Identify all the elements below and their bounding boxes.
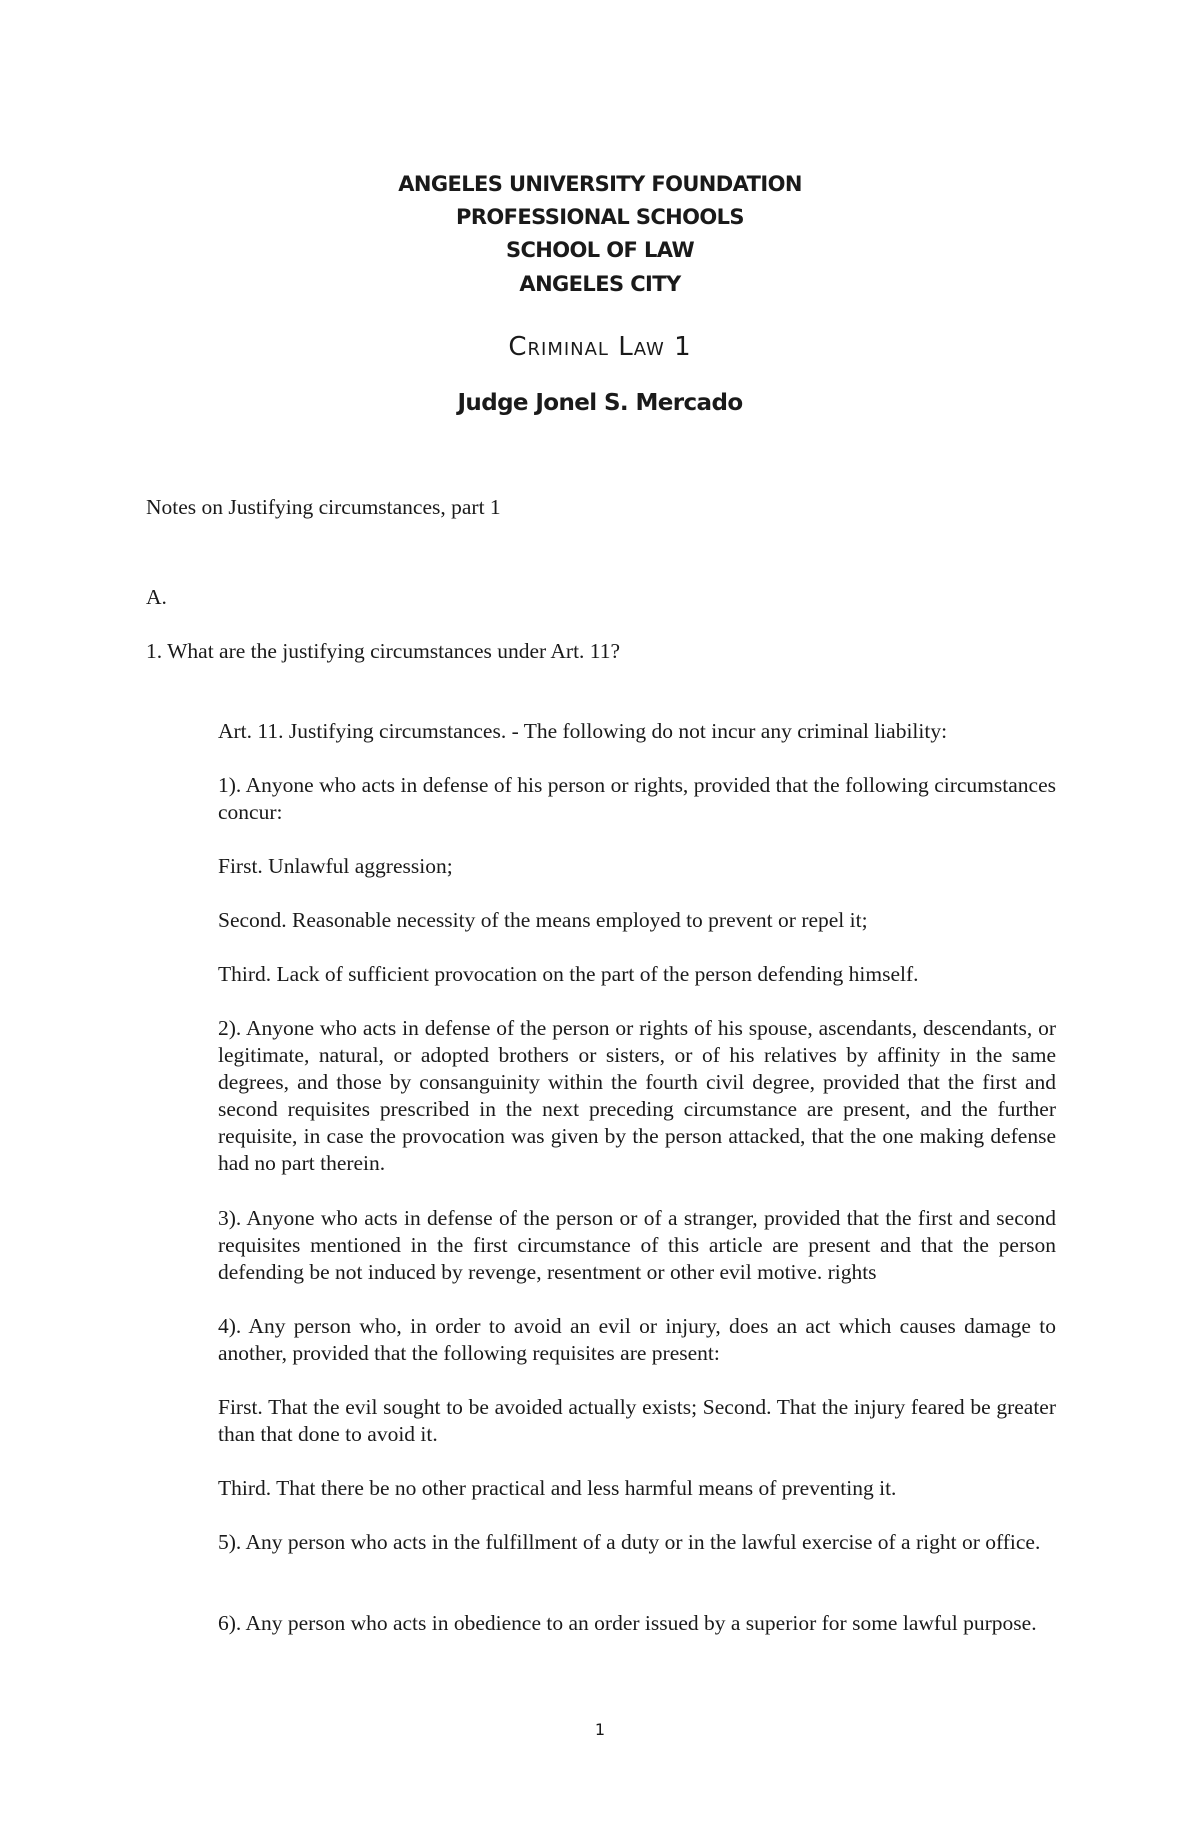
school-name: SCHOOL OF LAW	[505, 238, 695, 262]
paragraph-1-second: Second. Reasonable necessity of the means employed to prevent or repel it;	[218, 908, 868, 932]
paragraph-1-third: Third. Lack of sufficient provocation on the part of the person defending himself.	[218, 962, 919, 986]
article-heading: Art. 11. Justifying circumstances. - The following do not incur any criminal liability:	[218, 719, 948, 743]
institution-name: ANGELES UNIVERSITY FOUNDATION	[398, 172, 802, 196]
paragraph-4-first-second: First. That the evil sought to be avoided actually exists; Second. That the injury feared be greater than that done to avoid it.	[218, 1395, 1056, 1446]
page-number: 1	[594, 1720, 606, 1739]
paragraph-4: 4). Any person who, in order to avoid an evil or injury, does an act which causes damage to another, provided that the following requisites are present:	[218, 1314, 1056, 1365]
paragraph-6: 6). Any person who acts in obedience to an order issued by a superior for some lawful purpose.	[218, 1611, 1037, 1635]
city-name: ANGELES CITY	[519, 272, 681, 296]
division-name: PROFESSIONAL SCHOOLS	[456, 205, 744, 229]
paragraph-5: 5). Any person who acts in the fulfillment of a duty or in the lawful exercise of a right or office.	[218, 1530, 1041, 1554]
section-label: A.	[146, 585, 167, 609]
paragraph-1-first: First. Unlawful aggression;	[218, 854, 453, 878]
paragraph-3: 3). Anyone who acts in defense of the person or of a stranger, provided that the first and second requisites mentioned in the first circumstance of this article are present and that the person defending be not induced by revenge, resentment or other evil motive. rights	[218, 1206, 1056, 1284]
paragraph-1: 1). Anyone who acts in defense of his person or rights, provided that the following circumstances concur:	[218, 773, 1056, 824]
course-title: Criminal Law 1	[508, 332, 692, 362]
paragraph-2: 2). Anyone who acts in defense of the person or rights of his spouse, ascendants, descendants, or legitimate, natural, or adopted brothers or sisters, or of his relatives by affinity in the same degrees, and those by consanguinity within the fourth civil degree, provided that the first and second requisites prescribed in the next preceding circumstance are present, and the further requisite, in case the provocation was given by the person attacked, that the one making defense had no part therein.	[218, 1016, 1056, 1175]
question: 1. What are the justifying circumstances under Art. 11?	[146, 639, 621, 663]
paragraph-4-third: Third. That there be no other practical and less harmful means of preventing it.	[218, 1476, 897, 1500]
notes-title: Notes on Justifying circumstances, part 1	[146, 495, 501, 519]
instructor-name: Judge Jonel S. Mercado	[457, 390, 743, 416]
